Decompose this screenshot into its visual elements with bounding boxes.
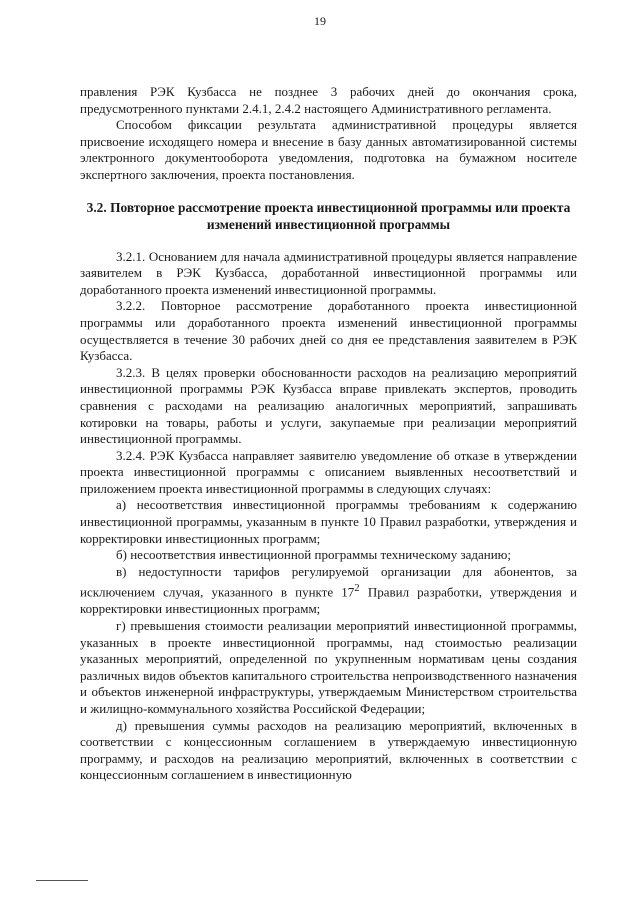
document-body	[80, 84, 577, 784]
paragraph-continuation: правления РЭК Кузбасса не позднее 3 рабочих дней до окончания срока, предусмотренного пунктами 2.4.1, 2.4.2 настоящего Административного регламента.	[80, 84, 577, 116]
section-heading: 3.2. Повторное рассмотрение проекта инвестиционной программы или проекта изменений инвестиционной программы	[86, 199, 571, 232]
list-item-g: г) превышения стоимости реализации мероприятий инвестиционной программы, указанных в проекте инвестиционной программы, над стоимостью реализации указанных мероприятий, определенной по укрупненным нормативам цены создания различных видов объектов капитального строительства непроизводственного назначения и объектов инженерной инфраструктуры, утверждаемым Министерством строительства и жилищно-коммунального хозяйства Российской Федерации;	[80, 617, 577, 716]
list-item-b: б) несоответствия инвестиционной программы техническому заданию;	[116, 547, 511, 563]
list-item-d: д) превышения суммы расходов на реализацию мероприятий, включенных в соответствии с концессионным соглашением в утверждаемую инвестиционную программу, и расходов на реализацию мероприятий, включенных в соответствии с концессионным соглашением в инвестиционную	[80, 717, 577, 783]
paragraph-3-2-4: 3.2.4. РЭК Кузбасса направляет заявителю уведомление об отказе в утверждении проекта инвестиционной программы с описанием выявленных несоответствий и приложением проекта инвестиционной программы в следующих случаях:	[80, 447, 577, 496]
paragraph-3-2-3: 3.2.3. В целях проверки обоснованности расходов на реализацию мероприятий инвестиционной программы РЭК Кузбасса вправе привлекать экспертов, проводить сравнения с расходами на реализацию аналогичных мероприятий, запрашивать котировки на товары, работы и услуги, закупаемые при реализации мероприятий инвестиционной программы.	[80, 364, 577, 447]
paragraph-3-2-2: 3.2.2. Повторное рассмотрение доработанного проекта инвестиционной программы или доработанного проекта изменений инвестиционной программы осуществляется в течение 30 рабочих дней со дня ее представления заявителем в РЭК Кузбасса.	[80, 298, 577, 364]
list-item-a: а) несоответствия инвестиционной программы требованиям к содержанию инвестиционной программы, указанным в пункте 10 Правил разработки, утверждения и корректировки инвестиционных программ;	[80, 497, 577, 546]
list-item-v-text-end: Правил разработки, утверждения и корректировки инвестиционных программ;	[80, 584, 577, 617]
list-item-v	[80, 564, 577, 618]
footer-rule	[36, 880, 88, 881]
list-item-v-superscript: 2	[354, 582, 360, 595]
paragraph-3-2-1: 3.2.1. Основанием для начала административной процедуры является направление заявителем в РЭК Кузбасса, доработанной инвестиционной программы или доработанного проекта изменений инвестиционной программы.	[80, 248, 577, 297]
page-number: 19	[314, 14, 326, 28]
paragraph-fixation-method: Способом фиксации результата административной процедуры является присвоение исходящего номера и внесение в базу данных автоматизированной системы электронного документооборота уведомления, подготовка на бумажном носителе экспертного заключения, проекта постановления.	[80, 117, 577, 182]
list-item-v-text-start: в) недоступности тарифов регулируемой организации для абонентов, за исключением случая, указанного в пункте 17	[80, 563, 577, 600]
